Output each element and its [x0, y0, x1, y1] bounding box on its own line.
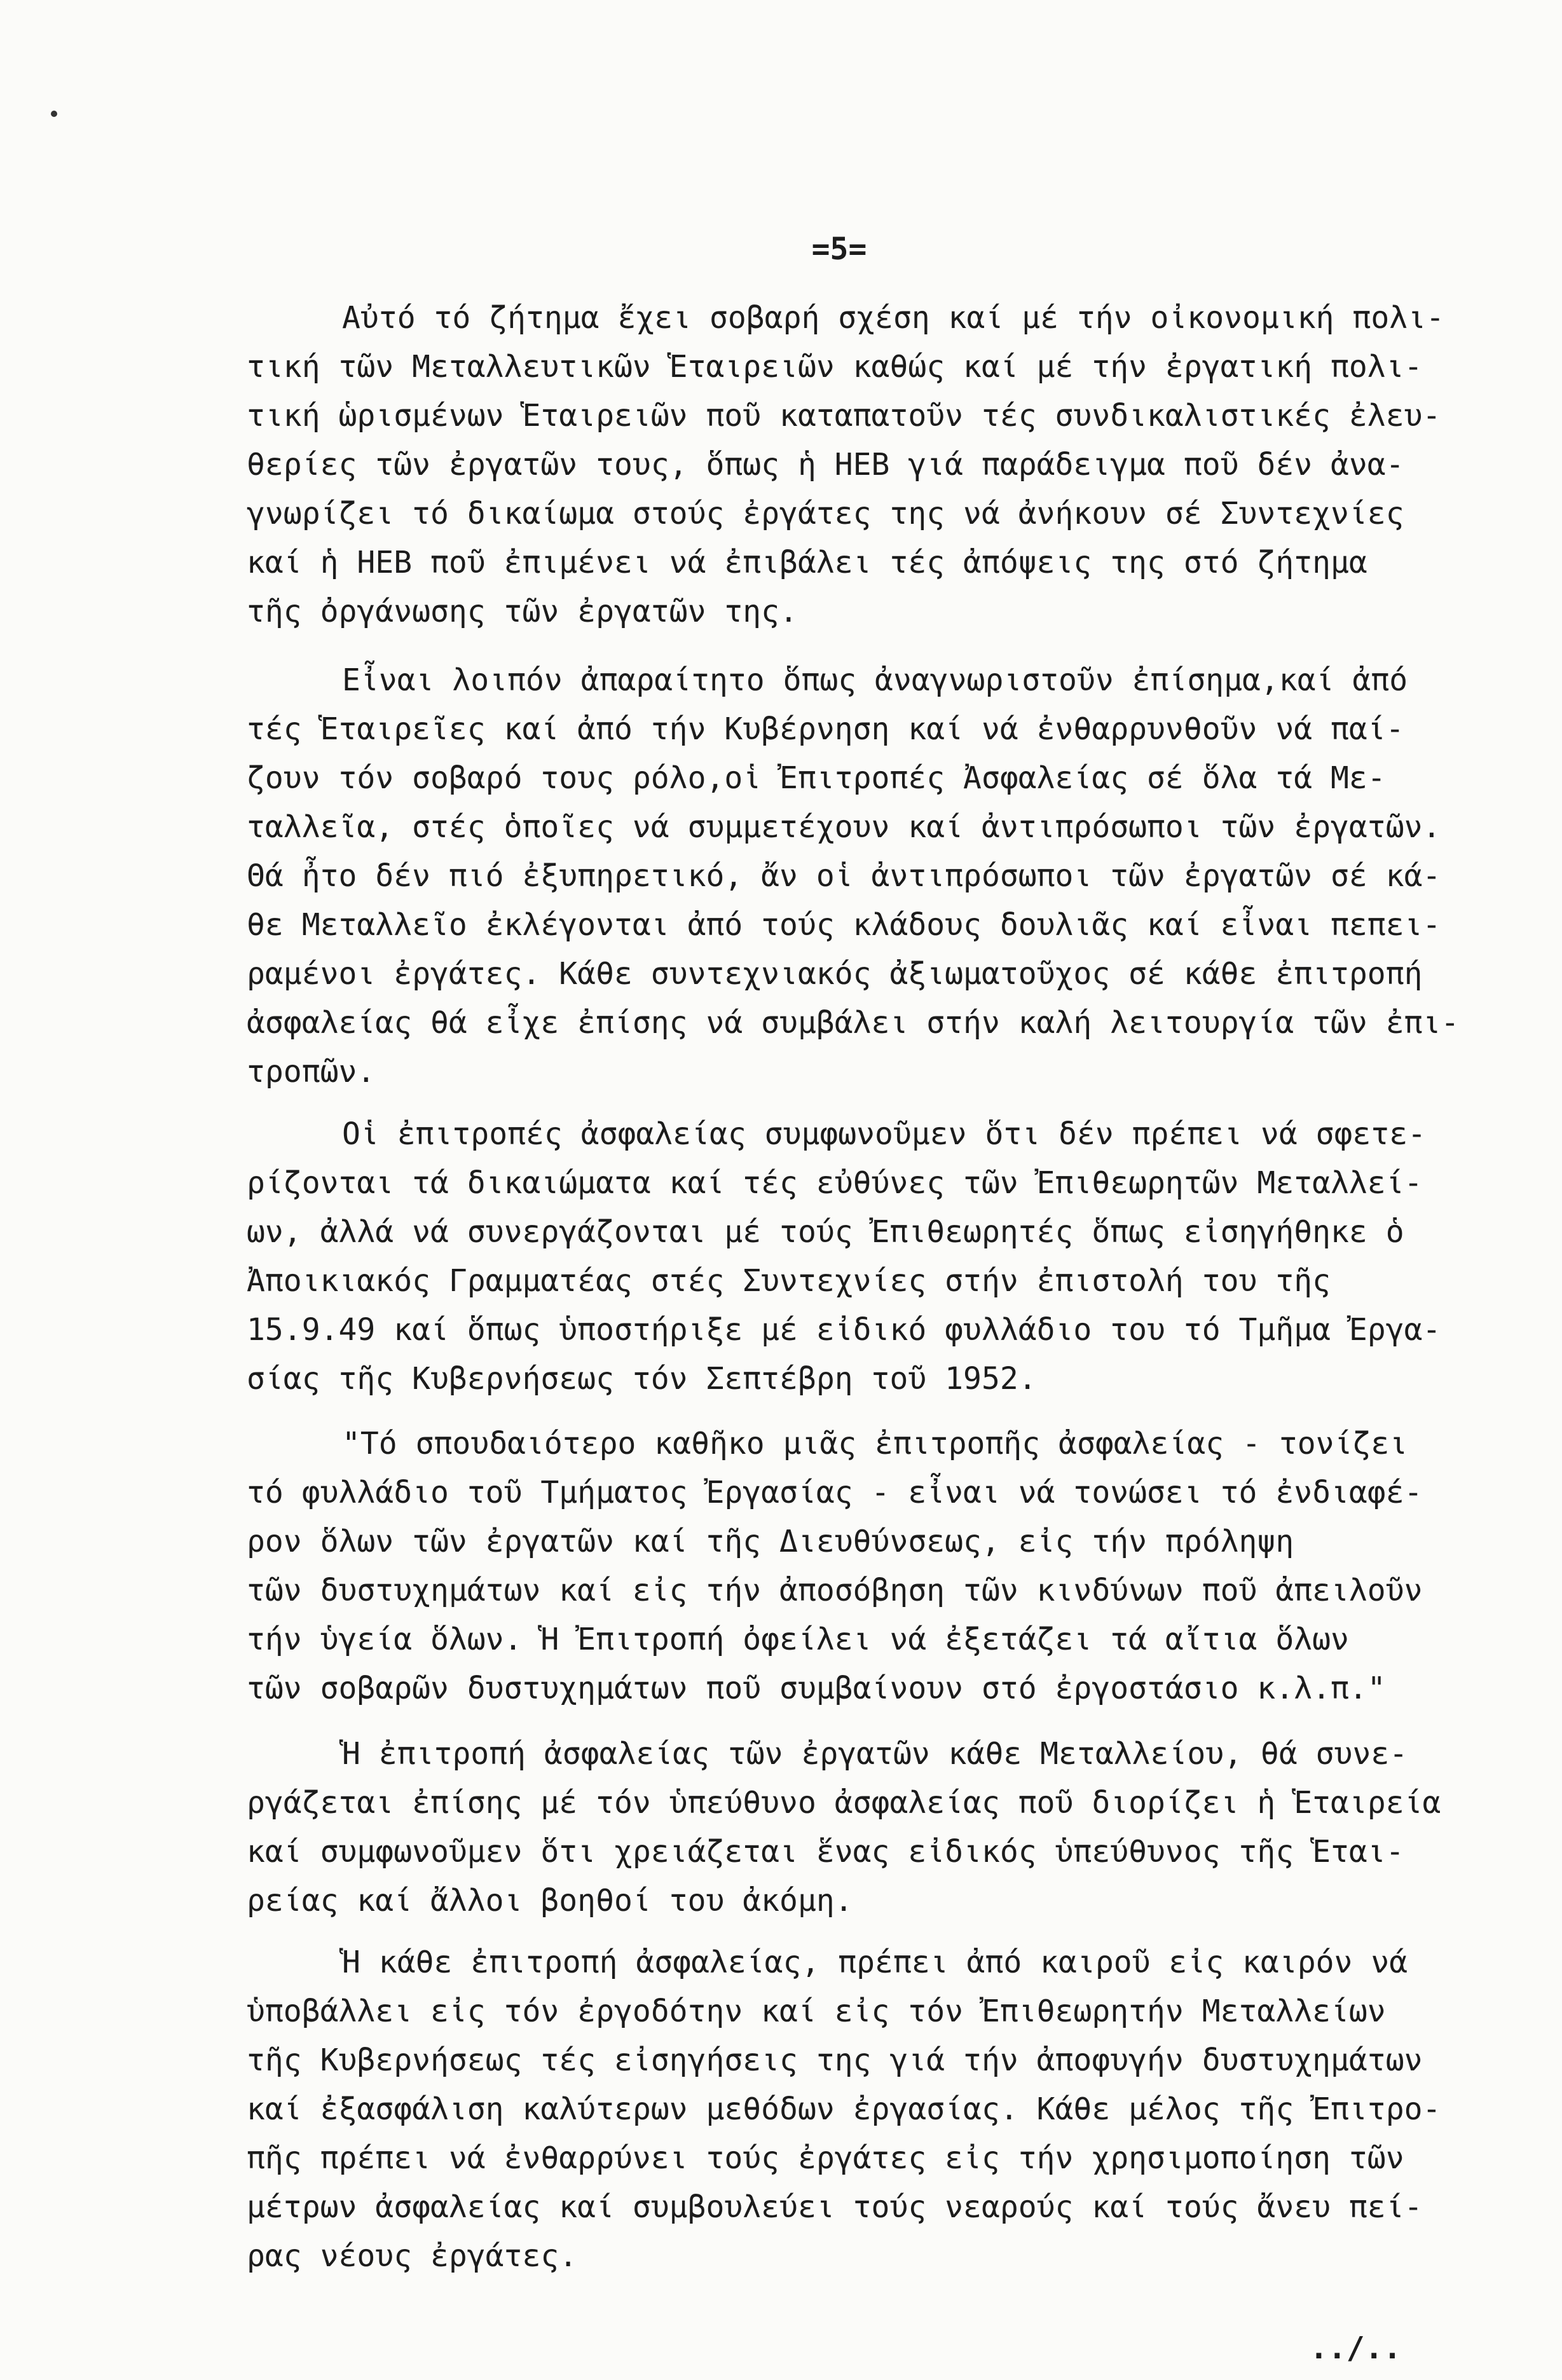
text-line: Οἱ ἐπιτροπές ἀσφαλείας συμφωνοῦμεν ὅτι δέν πρέπει νά σφετε-: [342, 1116, 1427, 1152]
text-line: τῆς Κυβερνήσεως τές εἰσηγήσεις της γιά τήν ἀποφυγήν δυστυχημάτων: [247, 2042, 1423, 2078]
text-line: ρας νέους ἐργάτες.: [247, 2238, 578, 2274]
text-line: ταλλεῖα, στές ὁποῖες νά συμμετέχουν καί ἀντιπρόσωποι τῶν ἐργατῶν.: [247, 809, 1441, 845]
text-line: καί συμφωνοῦμεν ὅτι χρειάζεται ἕνας εἰδικός ὑπεύθυνος τῆς Ἑται-: [247, 1834, 1404, 1870]
text-line: τῆς ὀργάνωσης τῶν ἐργατῶν της.: [247, 594, 798, 629]
text-line: θε Μεταλλεῖο ἐκλέγονται ἀπό τούς κλάδους δουλιᾶς καί εἶναι πεπει-: [247, 907, 1441, 943]
text-line: ων, ἀλλά νά συνεργάζονται μέ τούς Ἐπιθεωρητές ὅπως εἰσηγήθηκε ὁ: [247, 1214, 1404, 1250]
paragraph: [247, 1110, 1544, 1404]
text-line: καί ἡ ΗΕΒ ποῦ ἐπιμένει νά ἐπιβάλει τές ἀπόψεις της στό ζήτημα: [247, 545, 1367, 580]
text-line: Ἡ ἐπιτροπή ἀσφαλείας τῶν ἐργατῶν κάθε Μεταλλείου, θά συνε-: [342, 1736, 1408, 1772]
text-line: πῆς πρέπει νά ἐνθαρρύνει τούς ἐργάτες εἰς τήν χρησιμοποίηση τῶν: [247, 2140, 1404, 2176]
text-line: τροπῶν.: [247, 1054, 376, 1090]
text-line: ρον ὅλων τῶν ἐργατῶν καί τῆς Διευθύνσεως, εἰς τήν πρόληψη: [247, 1524, 1294, 1559]
paragraph: [247, 656, 1544, 1097]
text-line: ρίζονται τά δικαιώματα καί τές εὐθύνες τῶν Ἐπιθεωρητῶν Μεταλλεί-: [247, 1165, 1423, 1201]
continuation-mark: ../..: [1310, 2330, 1402, 2366]
paragraph: [247, 294, 1544, 636]
text-line: μέτρων ἀσφαλείας καί συμβουλεύει τούς νεαρούς καί τούς ἄνευ πεί-: [247, 2189, 1423, 2225]
text-line: τήν ὑγεία ὅλων. Ἡ Ἐπιτροπή ὀφείλει νά ἐξετάζει τά αἴτια ὅλων: [247, 1622, 1349, 1657]
text-line: Αὐτό τό ζήτημα ἔχει σοβαρή σχέση καί μέ τήν οἰκονομική πολι-: [342, 300, 1444, 336]
scan-speck: [51, 111, 57, 117]
page-number: =5=: [811, 231, 867, 267]
text-line: σίας τῆς Κυβερνήσεως τόν Σεπτέβρη τοῦ 1952.: [247, 1361, 1037, 1397]
text-line: τῶν δυστυχημάτων καί εἰς τήν ἀποσόβηση τῶν κινδύνων ποῦ ἀπειλοῦν: [247, 1573, 1423, 1608]
text-line: ρείας καί ἄλλοι βοηθοί του ἀκόμη.: [247, 1883, 853, 1918]
text-line: καί ἐξασφάλιση καλύτερων μεθόδων ἐργασίας. Κάθε μέλος τῆς Ἐπιτρο-: [247, 2091, 1441, 2127]
text-line: ραμένοι ἐργάτες. Κάθε συντεχνιακός ἀξιωματοῦχος σέ κάθε ἐπιτροπή: [247, 956, 1423, 992]
text-line: γνωρίζει τό δικαίωμα στούς ἐργάτες της νά ἀνήκουν σέ Συντεχνίες: [247, 496, 1404, 531]
text-line: Ἀποικιακός Γραμματέας στές Συντεχνίες στήν ἐπιστολή του τῆς: [247, 1263, 1331, 1299]
text-line: τῶν σοβαρῶν δυστυχημάτων ποῦ συμβαίνουν στό ἐργοστάσιο κ.λ.π.": [247, 1671, 1386, 1706]
paragraph: [247, 1730, 1544, 1925]
text-line: 15.9.49 καί ὅπως ὑποστήριξε μέ εἰδικό φυλλάδιο του τό Τμῆμα Ἐργα-: [247, 1312, 1441, 1348]
text-line: τική ὡρισμένων Ἑταιρειῶν ποῦ καταπατοῦν τές συνδικαλιστικές ἐλευ-: [247, 398, 1441, 434]
paragraph: [247, 1419, 1544, 1713]
text-line: ἀσφαλείας θά εἶχε ἐπίσης νά συμβάλει στήν καλή λειτουργία τῶν ἐπι-: [247, 1005, 1460, 1041]
text-line: Εἶναι λοιπόν ἀπαραίτητο ὅπως ἀναγνωριστοῦν ἐπίσημα,καί ἀπό: [342, 662, 1408, 698]
text-line: τό φυλλάδιο τοῦ Τμήματος Ἐργασίας - εἶναι νά τονώσει τό ἐνδιαφέ-: [247, 1475, 1423, 1510]
paragraph: [247, 1938, 1544, 2281]
text-line: τές Ἑταιρεῖες καί ἀπό τήν Κυβέρνηση καί νά ἐνθαρρυνθοῦν νά παί-: [247, 711, 1404, 747]
text-line: τική τῶν Μεταλλευτικῶν Ἑταιρειῶν καθώς καί μέ τήν ἐργατική πολι-: [247, 349, 1423, 385]
text-line: ργάζεται ἐπίσης μέ τόν ὑπεύθυνο ἀσφαλείας ποῦ διορίζει ἡ Ἑταιρεία: [247, 1785, 1441, 1821]
text-line: ὑποβάλλει εἰς τόν ἐργοδότην καί εἰς τόν Ἐπιθεωρητήν Μεταλλείων: [247, 1994, 1386, 2029]
text-line: θερίες τῶν ἐργατῶν τους, ὅπως ἡ ΗΕΒ γιά παράδειγμα ποῦ δέν ἀνα-: [247, 447, 1404, 482]
text-line: "Τό σπουδαιότερο καθῆκο μιᾶς ἐπιτροπῆς ἀσφαλείας - τονίζει: [342, 1426, 1408, 1461]
text-line: Θά ἦτο δέν πιό ἐξυπηρετικό, ἄν οἱ ἀντιπρόσωποι τῶν ἐργατῶν σέ κά-: [247, 858, 1441, 894]
text-line: Ἡ κάθε ἐπιτροπή ἀσφαλείας, πρέπει ἀπό καιροῦ εἰς καιρόν νά: [342, 1945, 1408, 1980]
text-line: ζουν τόν σοβαρό τους ρόλο,οἱ Ἐπιτροπές Ἀσφαλείας σέ ὅλα τά Με-: [247, 760, 1386, 796]
